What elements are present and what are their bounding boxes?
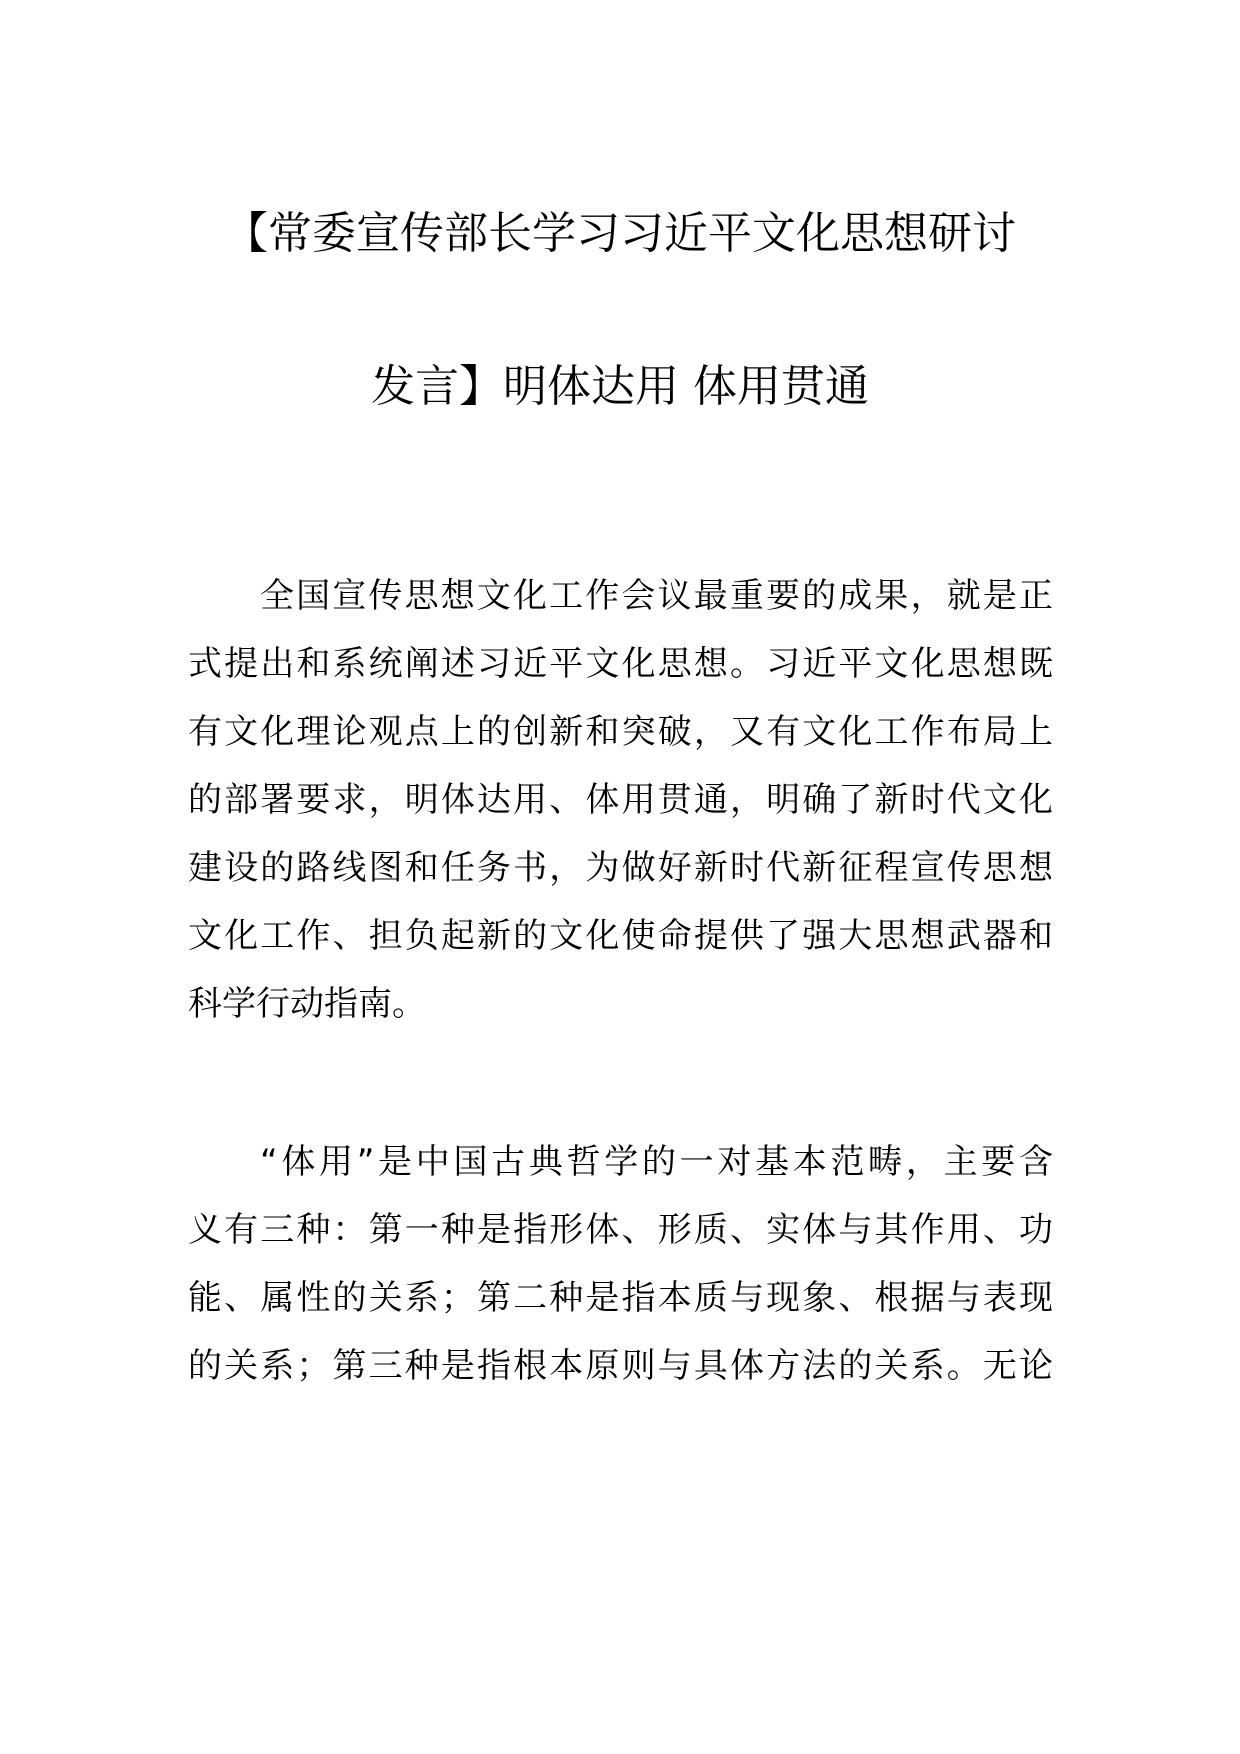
paragraph-2-line-3: 能、属性的关系；第二种是指本质与现象、根据与表现 — [188, 1278, 1053, 1318]
paragraph-1-line-6: 文化工作、担负起新的文化使命提供了强大思想武器和 — [188, 916, 1053, 956]
paragraph-1-line-3: 有文化理论观点上的创新和突破，又有文化工作布局上 — [188, 712, 1053, 752]
paragraph-1-line-5: 建设的路线图和任务书，为做好新时代新征程宣传思想 — [188, 848, 1053, 888]
paragraph-2-line-2: 义有三种：第一种是指形体、形质、实体与其作用、功 — [188, 1210, 1053, 1250]
document-title-line-1: 【常委宣传部长学习习近平文化思想研讨 — [224, 208, 1016, 259]
paragraph-2-line-4: 的关系；第三种是指根本原则与具体方法的关系。无论 — [188, 1346, 1053, 1386]
paragraph-1-line-2: 式提出和系统阐述习近平文化思想。习近平文化思想既 — [188, 644, 1053, 684]
paragraph-2-line-1: “体用”是中国古典哲学的一对基本范畴，主要含 — [260, 1142, 1053, 1182]
document-title-line-2: 发言】明体达用 体用贯通 — [371, 361, 869, 412]
paragraph-1-line-7: 科学行动指南。 — [188, 984, 426, 1024]
paragraph-1-line-1: 全国宣传思想文化工作会议最重要的成果，就是正 — [260, 576, 1053, 616]
paragraph-1-line-4: 的部署要求，明体达用、体用贯通，明确了新时代文化 — [188, 780, 1053, 820]
